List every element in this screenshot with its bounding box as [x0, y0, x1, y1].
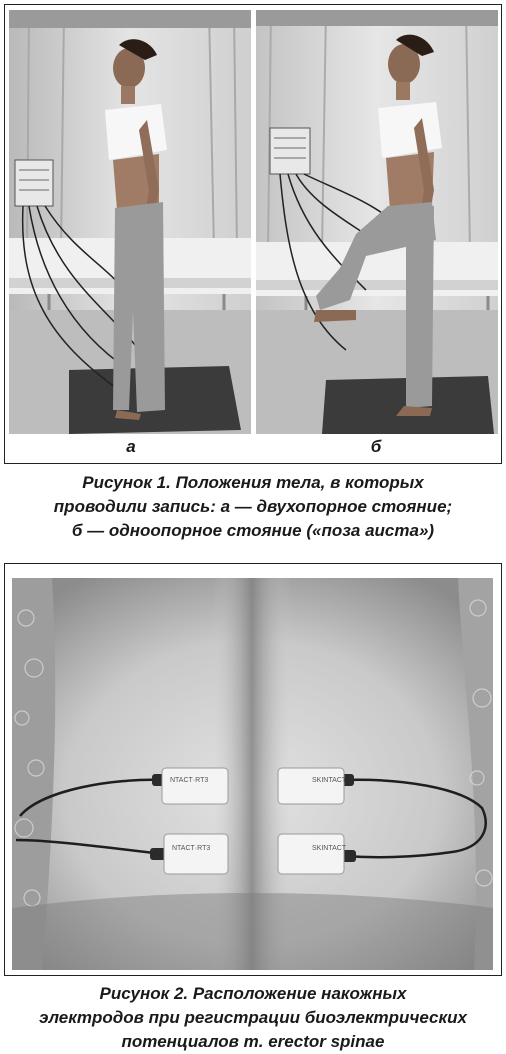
figure-2-caption [10, 982, 496, 1054]
figure-1-caption-line: б — одноопорное стояние («поза аиста») [71, 521, 435, 540]
figure-2-caption-line: электродов при регистрации биоэлектрических [39, 1008, 467, 1027]
electrode-label: NTACT·RT3 [172, 845, 211, 852]
electrode-pad [278, 768, 344, 804]
photo-back-electrodes [12, 578, 493, 970]
figure-2-caption-line: потенциалов m. erector spinae [121, 1032, 385, 1051]
figure-1-caption [10, 471, 496, 543]
figure-2-caption-line: Рисунок 2. Расположение накожных [99, 984, 407, 1003]
photo-stork-pose [256, 10, 498, 434]
electrode-label: NTACT·RT3 [170, 777, 209, 784]
electrode-pad [278, 834, 344, 874]
panel-label-a: а [126, 437, 136, 456]
electrode-label: SKINTACT [312, 777, 347, 784]
figure-1-caption-line: Рисунок 1. Положения тела, в которых [82, 473, 424, 492]
panel-label-b: б [370, 437, 382, 456]
electrode-pad [162, 768, 228, 804]
electrode-pad [164, 834, 228, 874]
figure-1-caption-line: проводили запись: а — двухопорное стояние; [53, 497, 453, 516]
electrode-label: SKINTACT [312, 845, 347, 852]
photo-standing-two-legs [9, 10, 251, 434]
